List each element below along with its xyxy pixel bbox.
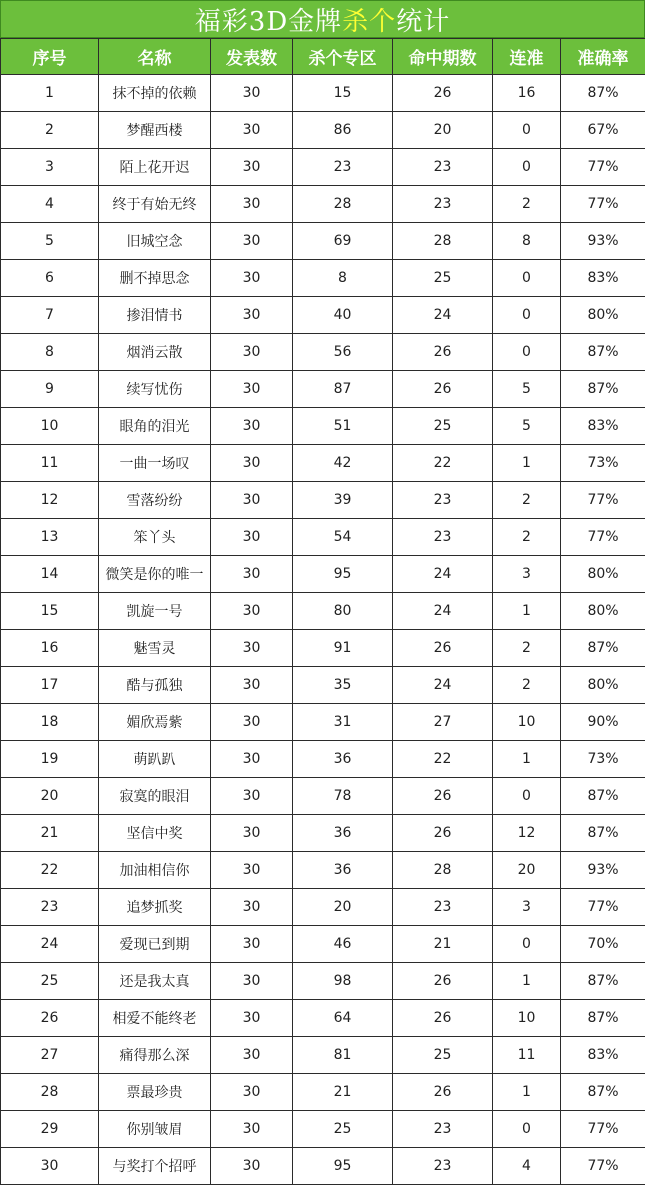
cell-kill-zone: 80	[293, 593, 393, 630]
cell-kill-zone: 31	[293, 704, 393, 741]
cell-name: 萌趴趴	[99, 741, 211, 778]
cell-hits: 24	[393, 556, 493, 593]
cell-index: 22	[1, 852, 99, 889]
cell-kill-zone: 95	[293, 556, 393, 593]
header-hits: 命中期数	[393, 39, 493, 75]
cell-name: 旧城空念	[99, 223, 211, 260]
cell-name: 寂寞的眼泪	[99, 778, 211, 815]
cell-kill-zone: 23	[293, 149, 393, 186]
cell-index: 25	[1, 963, 99, 1000]
cell-name: 相爱不能终老	[99, 1000, 211, 1037]
cell-posts: 30	[211, 334, 293, 371]
cell-name: 微笑是你的唯一	[99, 556, 211, 593]
table-row	[1, 519, 645, 556]
cell-kill-zone: 87	[293, 371, 393, 408]
cell-kill-zone: 42	[293, 445, 393, 482]
cell-streak: 16	[493, 75, 561, 112]
cell-hits: 26	[393, 778, 493, 815]
cell-hits: 27	[393, 704, 493, 741]
header-streak: 连准	[493, 39, 561, 75]
cell-index: 5	[1, 223, 99, 260]
cell-name: 魅雪灵	[99, 630, 211, 667]
cell-index: 2	[1, 112, 99, 149]
cell-accuracy: 87%	[561, 630, 645, 667]
cell-hits: 26	[393, 815, 493, 852]
cell-name: 加油相信你	[99, 852, 211, 889]
cell-accuracy: 77%	[561, 186, 645, 223]
cell-streak: 2	[493, 482, 561, 519]
cell-kill-zone: 28	[293, 186, 393, 223]
table-row	[1, 593, 645, 630]
cell-streak: 0	[493, 149, 561, 186]
cell-index: 6	[1, 260, 99, 297]
cell-hits: 20	[393, 112, 493, 149]
table-row	[1, 297, 645, 334]
cell-streak: 3	[493, 889, 561, 926]
cell-hits: 25	[393, 1037, 493, 1074]
cell-streak: 3	[493, 556, 561, 593]
cell-hits: 26	[393, 334, 493, 371]
cell-posts: 30	[211, 1148, 293, 1185]
cell-streak: 2	[493, 186, 561, 223]
cell-posts: 30	[211, 889, 293, 926]
cell-name: 一曲一场叹	[99, 445, 211, 482]
table-row	[1, 408, 645, 445]
table-row	[1, 149, 645, 186]
cell-kill-zone: 20	[293, 889, 393, 926]
table-row	[1, 815, 645, 852]
cell-hits: 26	[393, 630, 493, 667]
title-part1: 福彩3D金牌	[195, 1, 342, 38]
table-row	[1, 889, 645, 926]
cell-accuracy: 80%	[561, 556, 645, 593]
cell-index: 1	[1, 75, 99, 112]
cell-hits: 25	[393, 260, 493, 297]
cell-index: 28	[1, 1074, 99, 1111]
cell-name: 痛得那么深	[99, 1037, 211, 1074]
cell-streak: 0	[493, 112, 561, 149]
cell-accuracy: 93%	[561, 223, 645, 260]
cell-accuracy: 83%	[561, 1037, 645, 1074]
cell-kill-zone: 46	[293, 926, 393, 963]
cell-posts: 30	[211, 1000, 293, 1037]
cell-name: 雪落纷纷	[99, 482, 211, 519]
table-row	[1, 445, 645, 482]
cell-index: 7	[1, 297, 99, 334]
cell-streak: 0	[493, 778, 561, 815]
cell-accuracy: 80%	[561, 297, 645, 334]
table-row	[1, 223, 645, 260]
cell-kill-zone: 54	[293, 519, 393, 556]
cell-accuracy: 87%	[561, 815, 645, 852]
cell-hits: 26	[393, 1000, 493, 1037]
cell-posts: 30	[211, 741, 293, 778]
cell-name: 你别皱眉	[99, 1111, 211, 1148]
cell-hits: 24	[393, 297, 493, 334]
cell-posts: 30	[211, 963, 293, 1000]
cell-accuracy: 83%	[561, 260, 645, 297]
cell-hits: 23	[393, 482, 493, 519]
cell-streak: 2	[493, 667, 561, 704]
cell-accuracy: 77%	[561, 149, 645, 186]
table-row	[1, 778, 645, 815]
cell-streak: 0	[493, 1111, 561, 1148]
cell-name: 掺泪情书	[99, 297, 211, 334]
stats-table	[0, 38, 645, 1185]
table-row	[1, 1000, 645, 1037]
cell-streak: 2	[493, 630, 561, 667]
cell-posts: 30	[211, 75, 293, 112]
cell-posts: 30	[211, 667, 293, 704]
cell-index: 18	[1, 704, 99, 741]
cell-hits: 22	[393, 741, 493, 778]
cell-kill-zone: 95	[293, 1148, 393, 1185]
cell-name: 终于有始无终	[99, 186, 211, 223]
cell-name: 酷与孤独	[99, 667, 211, 704]
table-row	[1, 704, 645, 741]
cell-streak: 0	[493, 926, 561, 963]
cell-streak: 10	[493, 1000, 561, 1037]
cell-name: 爱现已到期	[99, 926, 211, 963]
cell-accuracy: 83%	[561, 408, 645, 445]
table-row	[1, 852, 645, 889]
cell-hits: 24	[393, 593, 493, 630]
cell-posts: 30	[211, 926, 293, 963]
cell-kill-zone: 98	[293, 963, 393, 1000]
cell-hits: 28	[393, 223, 493, 260]
cell-index: 24	[1, 926, 99, 963]
cell-accuracy: 87%	[561, 778, 645, 815]
table-row	[1, 1148, 645, 1185]
cell-accuracy: 77%	[561, 1111, 645, 1148]
cell-posts: 30	[211, 556, 293, 593]
cell-hits: 23	[393, 149, 493, 186]
cell-streak: 1	[493, 1074, 561, 1111]
cell-posts: 30	[211, 778, 293, 815]
cell-kill-zone: 21	[293, 1074, 393, 1111]
cell-kill-zone: 69	[293, 223, 393, 260]
cell-kill-zone: 35	[293, 667, 393, 704]
title-highlight: 杀个	[342, 1, 396, 38]
cell-streak: 0	[493, 297, 561, 334]
cell-index: 26	[1, 1000, 99, 1037]
cell-name: 删不掉思念	[99, 260, 211, 297]
cell-streak: 10	[493, 704, 561, 741]
table-row	[1, 926, 645, 963]
cell-posts: 30	[211, 593, 293, 630]
cell-posts: 30	[211, 519, 293, 556]
table-row	[1, 75, 645, 112]
cell-name: 凯旋一号	[99, 593, 211, 630]
cell-posts: 30	[211, 223, 293, 260]
cell-hits: 22	[393, 445, 493, 482]
cell-streak: 4	[493, 1148, 561, 1185]
cell-posts: 30	[211, 852, 293, 889]
cell-hits: 23	[393, 1148, 493, 1185]
cell-accuracy: 73%	[561, 445, 645, 482]
cell-name: 追梦抓奖	[99, 889, 211, 926]
cell-accuracy: 87%	[561, 1000, 645, 1037]
cell-accuracy: 80%	[561, 593, 645, 630]
cell-index: 19	[1, 741, 99, 778]
cell-name: 媚欣焉紫	[99, 704, 211, 741]
cell-index: 17	[1, 667, 99, 704]
table-row	[1, 371, 645, 408]
table-row	[1, 1111, 645, 1148]
cell-streak: 20	[493, 852, 561, 889]
cell-accuracy: 77%	[561, 1148, 645, 1185]
cell-posts: 30	[211, 371, 293, 408]
cell-name: 梦醒西楼	[99, 112, 211, 149]
cell-hits: 23	[393, 1111, 493, 1148]
cell-streak: 0	[493, 334, 561, 371]
cell-accuracy: 87%	[561, 963, 645, 1000]
cell-index: 9	[1, 371, 99, 408]
cell-name: 抹不掉的依赖	[99, 75, 211, 112]
cell-posts: 30	[211, 149, 293, 186]
table-row	[1, 1074, 645, 1111]
table-row	[1, 1037, 645, 1074]
cell-posts: 30	[211, 1111, 293, 1148]
cell-index: 29	[1, 1111, 99, 1148]
cell-index: 20	[1, 778, 99, 815]
cell-index: 13	[1, 519, 99, 556]
cell-accuracy: 77%	[561, 482, 645, 519]
cell-accuracy: 87%	[561, 75, 645, 112]
cell-posts: 30	[211, 1074, 293, 1111]
cell-streak: 1	[493, 445, 561, 482]
cell-kill-zone: 51	[293, 408, 393, 445]
cell-name: 眼角的泪光	[99, 408, 211, 445]
cell-index: 10	[1, 408, 99, 445]
cell-streak: 5	[493, 408, 561, 445]
cell-name: 烟消云散	[99, 334, 211, 371]
table-row	[1, 741, 645, 778]
cell-posts: 30	[211, 186, 293, 223]
cell-kill-zone: 86	[293, 112, 393, 149]
cell-index: 16	[1, 630, 99, 667]
cell-kill-zone: 36	[293, 815, 393, 852]
cell-accuracy: 87%	[561, 371, 645, 408]
title-part2: 统计	[396, 1, 450, 38]
cell-index: 4	[1, 186, 99, 223]
cell-streak: 0	[493, 260, 561, 297]
cell-index: 8	[1, 334, 99, 371]
cell-hits: 26	[393, 75, 493, 112]
table-row	[1, 334, 645, 371]
cell-kill-zone: 40	[293, 297, 393, 334]
cell-posts: 30	[211, 630, 293, 667]
cell-index: 15	[1, 593, 99, 630]
cell-index: 21	[1, 815, 99, 852]
cell-name: 笨丫头	[99, 519, 211, 556]
cell-kill-zone: 39	[293, 482, 393, 519]
cell-accuracy: 93%	[561, 852, 645, 889]
cell-hits: 26	[393, 963, 493, 1000]
cell-accuracy: 87%	[561, 334, 645, 371]
cell-name: 陌上花开迟	[99, 149, 211, 186]
cell-posts: 30	[211, 297, 293, 334]
cell-kill-zone: 36	[293, 741, 393, 778]
cell-accuracy: 80%	[561, 667, 645, 704]
cell-hits: 28	[393, 852, 493, 889]
cell-index: 11	[1, 445, 99, 482]
cell-accuracy: 77%	[561, 519, 645, 556]
header-index: 序号	[1, 39, 99, 75]
cell-name: 与奖打个招呼	[99, 1148, 211, 1185]
cell-kill-zone: 15	[293, 75, 393, 112]
cell-index: 14	[1, 556, 99, 593]
cell-name: 续写忧伤	[99, 371, 211, 408]
cell-posts: 30	[211, 445, 293, 482]
cell-posts: 30	[211, 260, 293, 297]
cell-index: 3	[1, 149, 99, 186]
cell-name: 票最珍贵	[99, 1074, 211, 1111]
table-row	[1, 667, 645, 704]
cell-posts: 30	[211, 815, 293, 852]
cell-posts: 30	[211, 704, 293, 741]
cell-streak: 1	[493, 593, 561, 630]
cell-hits: 24	[393, 667, 493, 704]
header-row	[1, 39, 645, 75]
cell-kill-zone: 64	[293, 1000, 393, 1037]
cell-streak: 12	[493, 815, 561, 852]
cell-posts: 30	[211, 408, 293, 445]
cell-accuracy: 87%	[561, 1074, 645, 1111]
cell-kill-zone: 81	[293, 1037, 393, 1074]
cell-streak: 8	[493, 223, 561, 260]
cell-accuracy: 70%	[561, 926, 645, 963]
table-row	[1, 963, 645, 1000]
cell-streak: 1	[493, 963, 561, 1000]
cell-index: 12	[1, 482, 99, 519]
cell-hits: 23	[393, 519, 493, 556]
cell-streak: 1	[493, 741, 561, 778]
cell-kill-zone: 25	[293, 1111, 393, 1148]
header-posts: 发表数	[211, 39, 293, 75]
cell-kill-zone: 78	[293, 778, 393, 815]
table-body	[1, 75, 645, 1185]
cell-hits: 25	[393, 408, 493, 445]
header-name: 名称	[99, 39, 211, 75]
cell-kill-zone: 36	[293, 852, 393, 889]
table-row	[1, 260, 645, 297]
table-row	[1, 630, 645, 667]
cell-name: 坚信中奖	[99, 815, 211, 852]
cell-index: 27	[1, 1037, 99, 1074]
cell-hits: 26	[393, 1074, 493, 1111]
table-row	[1, 482, 645, 519]
cell-posts: 30	[211, 1037, 293, 1074]
cell-streak: 11	[493, 1037, 561, 1074]
cell-streak: 5	[493, 371, 561, 408]
cell-hits: 23	[393, 889, 493, 926]
cell-accuracy: 67%	[561, 112, 645, 149]
header-accuracy: 准确率	[561, 39, 645, 75]
cell-streak: 2	[493, 519, 561, 556]
cell-kill-zone: 8	[293, 260, 393, 297]
header-kill-zone: 杀个专区	[293, 39, 393, 75]
cell-hits: 26	[393, 371, 493, 408]
cell-posts: 30	[211, 112, 293, 149]
sheet-title	[0, 0, 645, 38]
cell-accuracy: 73%	[561, 741, 645, 778]
cell-index: 30	[1, 1148, 99, 1185]
cell-posts: 30	[211, 482, 293, 519]
cell-accuracy: 77%	[561, 889, 645, 926]
cell-name: 还是我太真	[99, 963, 211, 1000]
cell-kill-zone: 91	[293, 630, 393, 667]
cell-hits: 23	[393, 186, 493, 223]
table-row	[1, 112, 645, 149]
cell-kill-zone: 56	[293, 334, 393, 371]
cell-hits: 21	[393, 926, 493, 963]
table-row	[1, 186, 645, 223]
cell-index: 23	[1, 889, 99, 926]
cell-accuracy: 90%	[561, 704, 645, 741]
table-row	[1, 556, 645, 593]
